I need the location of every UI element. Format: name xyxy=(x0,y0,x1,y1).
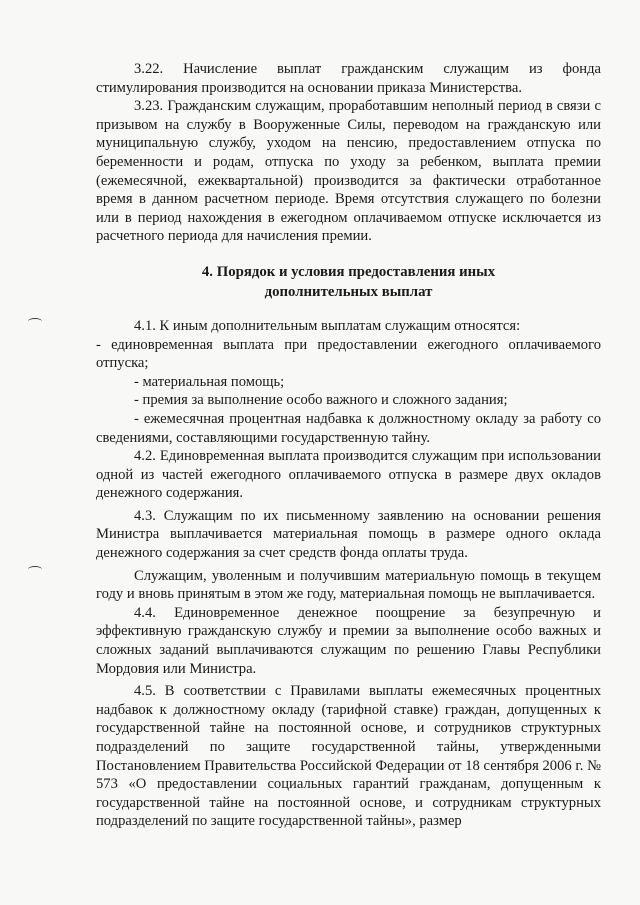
paragraph-4-4: 4.4. Единовременное денежное поощрение за безупречную и эффективную гражданскую службу и премии за выполнение особо важных и сложных заданий выплачиваются служащим по решению Главы Республики Мордовия или Министра. xyxy=(96,604,601,677)
paragraph-4-3-continued: Служащим, уволенным и получившим материальную помощь в текущем году и вновь принятым в этом же году, материальная помощь не выплачивается. xyxy=(96,567,601,603)
list-item: - единовременная выплата при предоставлении ежегодного оплачиваемого отпуска; xyxy=(96,336,601,372)
list-item: - премия за выполнение особо важного и сложного задания; xyxy=(134,392,508,409)
document-body xyxy=(96,60,601,831)
paragraph-4-2: 4.2. Единовременная выплата производится служащим при использовании одной из частей ежегодного оплачиваемого отпуска в размере двух окладов денежного содержания. xyxy=(96,448,601,502)
paragraph-4-3: 4.3. Служащим по их письменному заявлению на основании решения Министра выплачивается материальная помощь в размере одного оклада денежного содержания за счет средств фонда оплаты труда. xyxy=(96,507,601,562)
heading-line-1: 4. Порядок и условия предоставления иных xyxy=(201,263,496,280)
paragraph-3-22: 3.22. Начисление выплат гражданским служащим из фонда стимулирования производится на основании приказа Министерства. xyxy=(96,61,601,96)
list-item: - материальная помощь; xyxy=(134,373,285,390)
section-4-heading xyxy=(96,262,601,302)
paragraph-3-23: 3.23. Гражданским служащим, проработавшим неполный период в связи с призывом на службу в Вооруженные Силы, переводом на гражданскую или муниципальную службу, уходом на пенсию, предоставлением отпуска по беременности и родам, отпуска по уходу за ребенком, выплата премии (ежемесячной, ежеквартальной) производится за фактически отработанное время в данном расчетном периоде. Время отсутствия служащего по болезни или в период нахождения в ежегодном оплачиваемом отпуске исключается из расчетного периода для начисления премии. xyxy=(96,98,601,245)
paragraph-4-1: 4.1. К иным дополнительным выплатам служащим относятся: xyxy=(134,317,521,334)
list-item: - ежемесячная процентная надбавка к должностному окладу за работу со сведениями, составляющими государственную тайну. xyxy=(96,410,601,446)
punch-hole-mark xyxy=(28,566,42,573)
heading-line-2: дополнительных выплат xyxy=(264,283,433,300)
paragraph-4-5: 4.5. В соответствии с Правилами выплаты ежемесячных процентных надбавок к должностному окладу (тарифной ставке) граждан, допущенных к государственной тайне на постоянной основе, и сотрудников структурных подразделений по защите государственной тайны, утвержденными Постановлением Правительства Российской Федерации от 18 сентября 2006 г. № 573 «О предоставлении социальных гарантий гражданам, допущенным к государственной тайне на постоянной основе, и сотрудникам структурных подразделений по защите государственной тайны», размер xyxy=(96,683,601,830)
punch-hole-mark xyxy=(28,318,42,325)
